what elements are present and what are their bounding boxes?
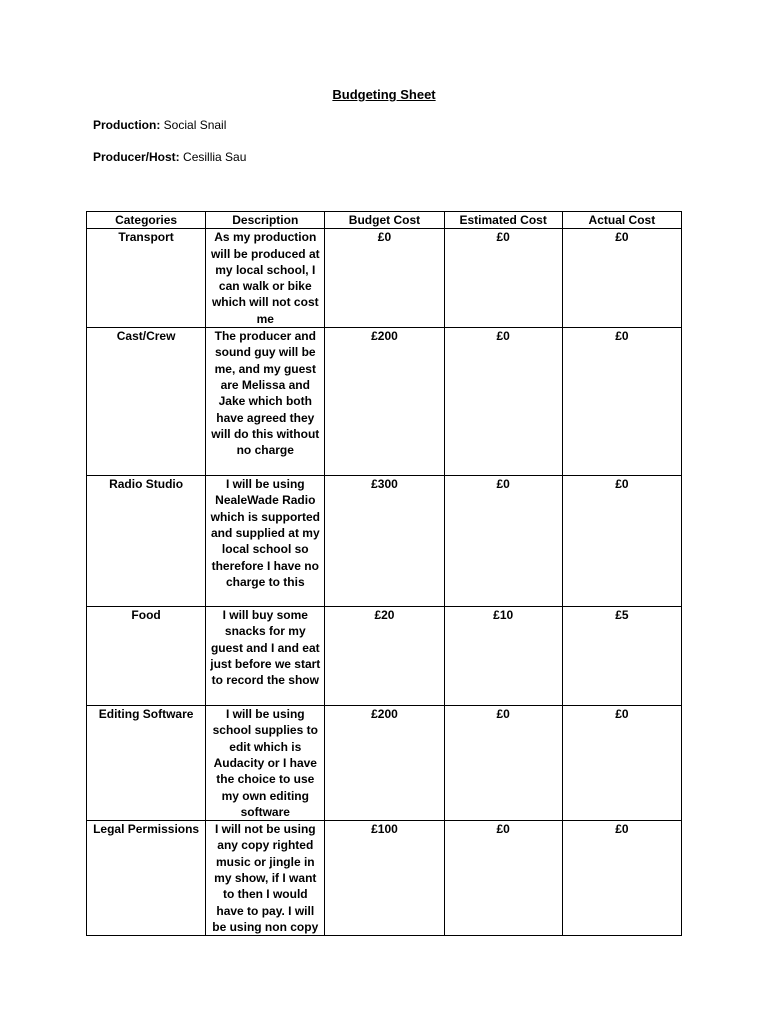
actual-cost-cell: £0 (562, 821, 681, 936)
actual-cost-cell: £0 (562, 328, 681, 476)
actual-cost-cell: £0 (562, 229, 681, 328)
table-row (87, 607, 682, 706)
budget-cost-cell: £100 (325, 821, 444, 936)
header-estimated-cost: Estimated Cost (444, 212, 562, 229)
producer-label: Producer/Host: (93, 150, 180, 164)
category-cell: Transport (87, 229, 206, 328)
budget-cost-cell: £200 (325, 328, 444, 476)
production-line (93, 118, 226, 132)
table-row (87, 821, 682, 936)
estimated-cost-cell: £10 (444, 607, 562, 706)
budget-cost-cell: £300 (325, 476, 444, 607)
producer-value: Cesillia Sau (183, 150, 247, 164)
category-cell: Radio Studio (87, 476, 206, 607)
estimated-cost-cell: £0 (444, 821, 562, 936)
actual-cost-cell: £0 (562, 476, 681, 607)
budget-cost-cell: £20 (325, 607, 444, 706)
description-cell: I will not be using any copy righted music or jingle in my show, if I want to then I would have to pay. I will be using non copy (206, 821, 325, 936)
estimated-cost-cell: £0 (444, 229, 562, 328)
actual-cost-cell: £0 (562, 706, 681, 821)
header-budget-cost: Budget Cost (325, 212, 444, 229)
estimated-cost-cell: £0 (444, 706, 562, 821)
table-header-row (87, 212, 682, 229)
description-cell: As my production will be produced at my local school, I can walk or bike which will not cost me (206, 229, 325, 328)
category-cell: Editing Software (87, 706, 206, 821)
estimated-cost-cell: £0 (444, 476, 562, 607)
category-cell: Cast/Crew (87, 328, 206, 476)
table-row (87, 229, 682, 328)
budget-table (86, 211, 682, 936)
production-label: Production: (93, 118, 161, 132)
header-actual-cost: Actual Cost (562, 212, 681, 229)
page-title: Budgeting Sheet (332, 87, 436, 102)
estimated-cost-cell: £0 (444, 328, 562, 476)
budget-cost-cell: £200 (325, 706, 444, 821)
description-cell: I will be using NealeWade Radio which is supported and supplied at my local school so therefore I have no charge to this (206, 476, 325, 607)
producer-line (93, 150, 246, 164)
header-categories: Categories (87, 212, 206, 229)
production-value: Social Snail (163, 118, 227, 132)
description-cell: I will buy some snacks for my guest and I and eat just before we start to record the show (206, 607, 325, 706)
table-row (87, 328, 682, 476)
description-cell: I will be using school supplies to edit which is Audacity or I have the choice to use my own editing software (206, 706, 325, 821)
table-row (87, 706, 682, 821)
budget-cost-cell: £0 (325, 229, 444, 328)
category-cell: Legal Permissions (87, 821, 206, 936)
table-row (87, 476, 682, 607)
category-cell: Food (87, 607, 206, 706)
actual-cost-cell: £5 (562, 607, 681, 706)
description-cell: The producer and sound guy will be me, and my guest are Melissa and Jake which both have agreed they will do this without no charge (206, 328, 325, 476)
header-description: Description (206, 212, 325, 229)
